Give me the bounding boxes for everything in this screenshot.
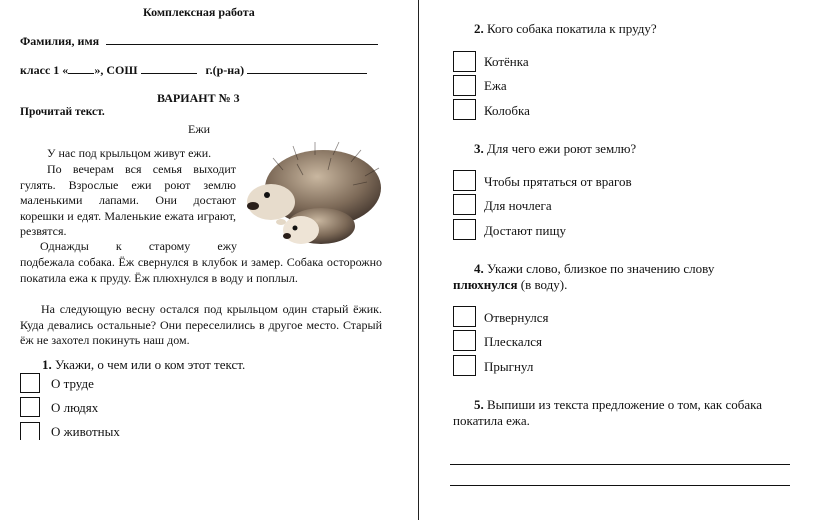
question-4-keyword: плюхнулся	[453, 277, 518, 292]
q4-option-3-checkbox[interactable]	[453, 355, 476, 376]
question-2-number: 2.	[474, 21, 484, 36]
question-3-text: Для чего ежи роют землю?	[487, 141, 637, 156]
story-paragraph-2: По вечерам вся семья выходит гулять. Взрослые ежи роют землю маленькими лапами. Они достают корешки и едят. Маленькие ежата играют, резвятся.	[20, 162, 236, 238]
question-1-text: Укажи, о чем или о ком этот текст.	[55, 357, 246, 372]
name-row	[20, 33, 378, 49]
q3-option-3-label: Достают пищу	[484, 223, 566, 238]
class-label: класс 1 «	[20, 63, 69, 77]
question-5-line-1	[474, 397, 762, 413]
hedgehog-photo-icon	[243, 140, 383, 248]
school-field[interactable]	[141, 63, 197, 74]
story-paragraph-4: На следующую весну остался под крыльцом один старый ёжик. Куда девались остальные? Они переселились в другое место. Старый ёж не захотел покинуть наш дом.	[20, 302, 382, 347]
name-label: Фамилия, имя	[20, 34, 100, 48]
q2-option-2-label: Ежа	[484, 78, 507, 93]
q3-option-3-checkbox[interactable]	[453, 219, 476, 240]
story-paragraph-3a: Однажды к старому ежу	[40, 239, 237, 253]
question-1-number: 1.	[42, 357, 52, 372]
q1-option-3-label: О животных	[51, 424, 120, 439]
question-4-text: Укажи слово, близкое по значению слову	[487, 261, 715, 276]
q3-option-1-checkbox[interactable]	[453, 170, 476, 191]
worksheet-title: Комплексная работа	[143, 5, 255, 19]
q4-option-1-label: Отвернулся	[484, 310, 549, 325]
question-4-suffix: (в воду).	[520, 277, 568, 292]
question-4-line-2	[453, 277, 567, 293]
q1-option-1-label: О труде	[51, 376, 94, 391]
q1-option-2-label: О людях	[51, 400, 99, 415]
city-field[interactable]	[247, 63, 367, 74]
story-title: Ежи	[188, 122, 211, 136]
answer-line-2[interactable]	[450, 485, 790, 486]
q2-option-3-label: Колобка	[484, 103, 530, 118]
q4-option-2-label: Плескался	[484, 334, 542, 349]
class-row	[20, 62, 367, 78]
q3-option-2-checkbox[interactable]	[453, 194, 476, 215]
q1-option-1-checkbox[interactable]	[20, 373, 40, 393]
question-4-line-1	[474, 261, 714, 277]
question-3-number: 3.	[474, 141, 484, 156]
answer-line-1[interactable]	[450, 464, 790, 465]
q2-option-1-label: Котёнка	[484, 54, 529, 69]
question-5-line-2: покатила ежа.	[453, 413, 530, 428]
story-paragraph-3b: подбежала собака. Ёж свернулся в клубок и замер. Собака осторожно покатила ежа к пруду. Ёж плюхнулся в воду и поплыл.	[20, 255, 382, 285]
question-5-number: 5.	[474, 397, 484, 412]
q2-option-3-checkbox[interactable]	[453, 99, 476, 120]
q1-option-3-checkbox[interactable]	[20, 422, 40, 440]
q3-option-2-label: Для ночлега	[484, 198, 552, 213]
q2-option-1-checkbox[interactable]	[453, 51, 476, 72]
variant-label: ВАРИАНТ № 3	[157, 91, 240, 105]
page-divider	[418, 0, 419, 520]
q1-option-2-checkbox[interactable]	[20, 397, 40, 417]
q4-option-3-label: Прыгнул	[484, 359, 534, 374]
q2-option-2-checkbox[interactable]	[453, 75, 476, 96]
story-paragraph-1: У нас под крыльцом живут ежи.	[47, 146, 212, 160]
question-5-text: Выпиши из текста предложение о том, как собака	[487, 397, 763, 412]
name-field[interactable]	[106, 34, 378, 45]
question-2-text: Кого собака покатила к пруду?	[487, 21, 657, 36]
q3-option-1-label: Чтобы прятаться от врагов	[484, 174, 632, 189]
instruction: Прочитай текст.	[20, 106, 105, 118]
question-4-number: 4.	[474, 261, 484, 276]
city-label: г.(р-на)	[205, 63, 245, 77]
school-label: », СОШ	[94, 63, 138, 77]
question-1	[42, 357, 245, 373]
class-field[interactable]	[68, 63, 94, 74]
q4-option-2-checkbox[interactable]	[453, 330, 476, 351]
question-2	[474, 21, 657, 37]
question-3	[474, 141, 636, 157]
q4-option-1-checkbox[interactable]	[453, 306, 476, 327]
